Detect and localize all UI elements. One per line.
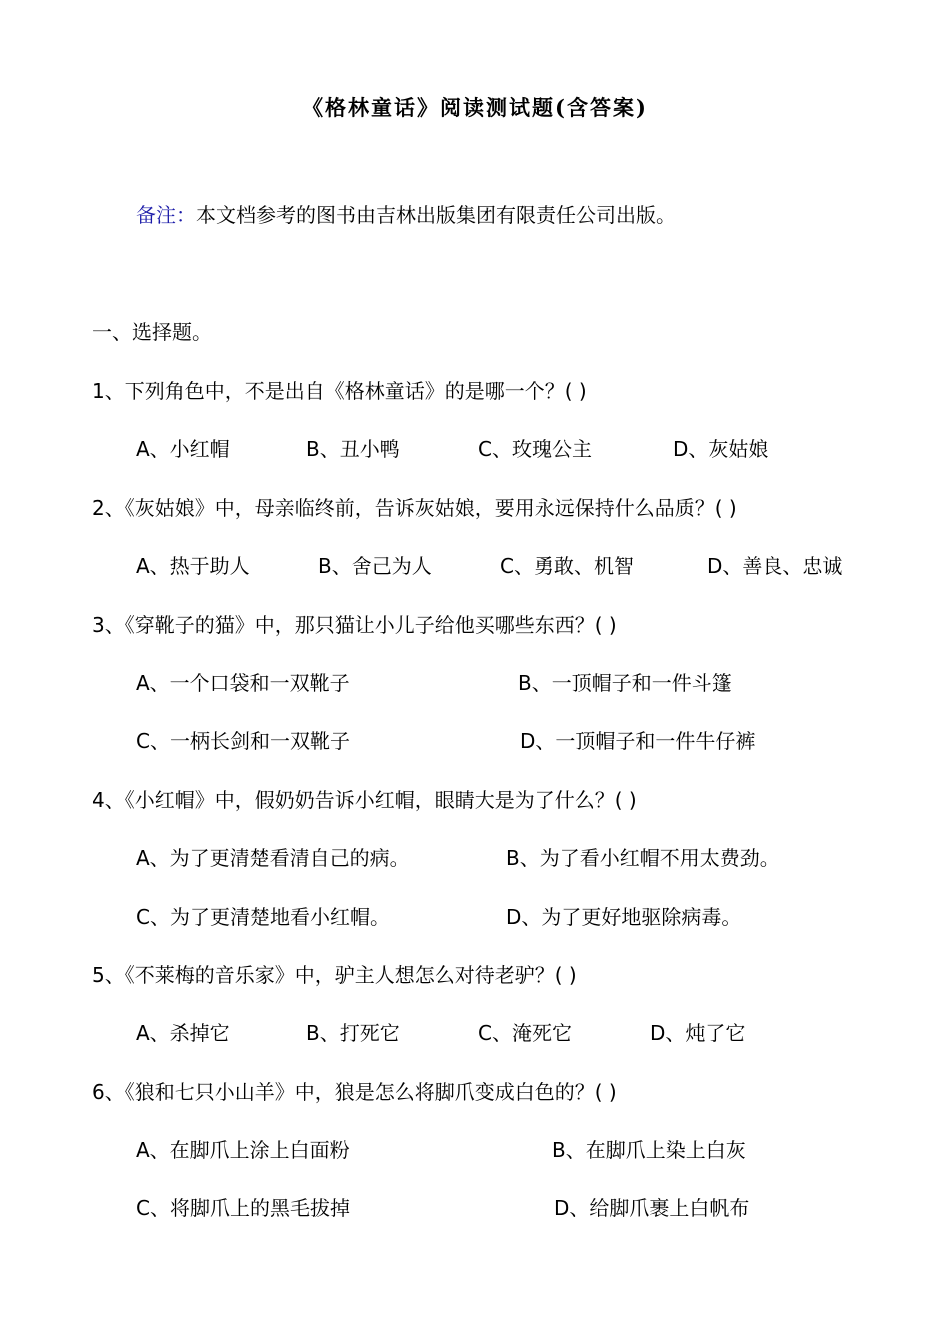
q5-option-d: D、炖了它 (650, 1021, 746, 1045)
document-title: 《格林童话》阅读测试题(含答案) (302, 95, 648, 120)
q3-option-d: D、一顶帽子和一件牛仔裤 (520, 729, 756, 753)
q6-option-c: C、将脚爪上的黑毛拔掉 (136, 1196, 350, 1220)
q1-option-d: D、灰姑娘 (673, 437, 769, 461)
q6-option-d: D、给脚爪裹上白帆布 (554, 1196, 750, 1220)
q4-option-d: D、为了更好地驱除病毒。 (506, 905, 742, 929)
question-4: 4、《小红帽》中，假奶奶告诉小红帽，眼睛大是为了什么？( ) (92, 788, 637, 812)
q5-option-a: A、杀掉它 (136, 1021, 230, 1045)
q6-option-b: B、在脚爪上染上白灰 (552, 1138, 746, 1162)
note-text: 本文档参考的图书由吉林出版集团有限责任公司出版。 (196, 203, 676, 227)
q4-option-c: C、为了更清楚地看小红帽。 (136, 905, 390, 929)
q1-option-c: C、玫瑰公主 (478, 437, 592, 461)
section-heading: 一、选择题。 (92, 320, 212, 344)
note-label: 备注： (136, 203, 196, 227)
q6-option-a: A、在脚爪上涂上白面粉 (136, 1138, 350, 1162)
q5-option-c: C、淹死它 (478, 1021, 572, 1045)
note (136, 199, 676, 228)
q3-option-c: C、一柄长剑和一双靴子 (136, 729, 350, 753)
q4-option-b: B、为了看小红帽不用太费劲。 (506, 846, 780, 870)
q4-option-a: A、为了更清楚看清自己的病。 (136, 846, 410, 870)
question-3: 3、《穿靴子的猫》中，那只猫让小儿子给他买哪些东西？( ) (92, 613, 617, 637)
q5-option-b: B、打死它 (306, 1021, 400, 1045)
q3-option-b: B、一顶帽子和一件斗篷 (518, 671, 732, 695)
question-1: 1、下列角色中，不是出自《格林童话》的是哪一个？( ) (92, 379, 587, 403)
question-2: 2、《灰姑娘》中，母亲临终前，告诉灰姑娘，要用永远保持什么品质？( ) (92, 496, 737, 520)
question-6: 6、《狼和七只小山羊》中，狼是怎么将脚爪变成白色的？( ) (92, 1080, 617, 1104)
q2-option-a: A、热于助人 (136, 554, 250, 578)
q1-option-b: B、丑小鸭 (306, 437, 400, 461)
q2-option-d: D、善良、忠诚 (707, 554, 843, 578)
q2-option-c: C、勇敢、机智 (500, 554, 634, 578)
q1-option-a: A、小红帽 (136, 437, 230, 461)
q2-option-b: B、舍己为人 (318, 554, 432, 578)
q3-option-a: A、一个口袋和一双靴子 (136, 671, 350, 695)
question-5: 5、《不莱梅的音乐家》中，驴主人想怎么对待老驴？( ) (92, 963, 577, 987)
